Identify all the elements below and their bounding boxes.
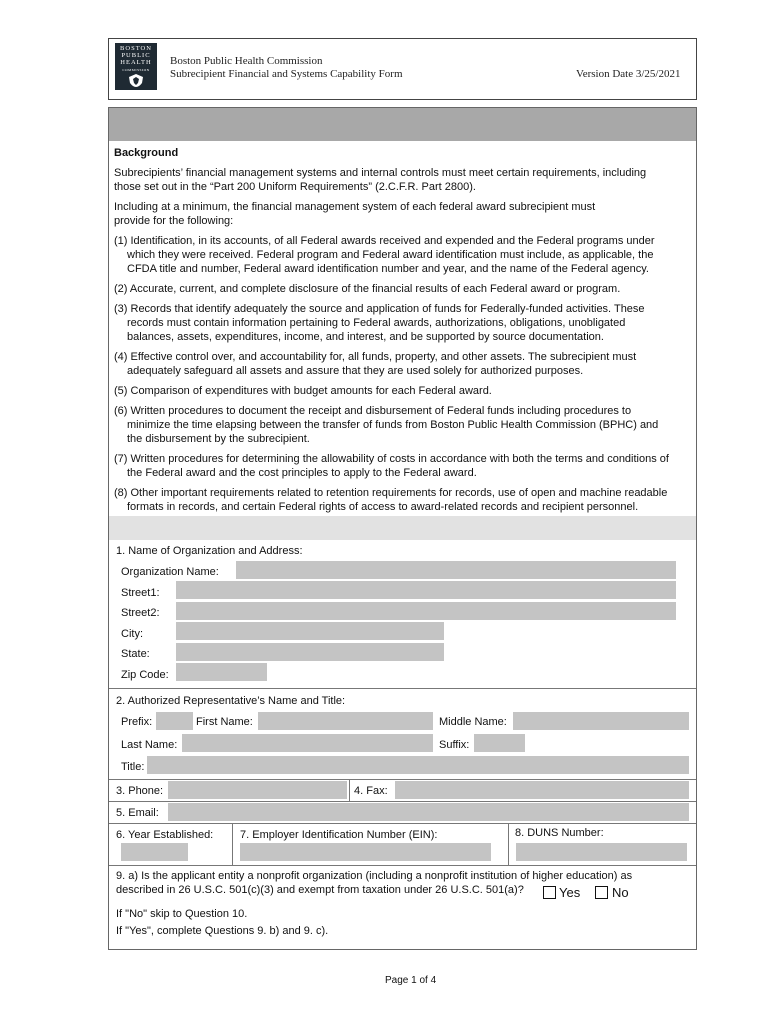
phone-input[interactable] <box>168 781 347 799</box>
requirement-item: (6) Written procedures to document the receipt and disbursement of Federal funds including procedures to minimize the time elapsing between the transfer of funds from Boston Public Health Commission (BPHC) and the disbursement by the subrecipient. <box>114 405 659 445</box>
last-name-input[interactable] <box>182 734 433 752</box>
first-name-input[interactable] <box>258 712 433 730</box>
section-divider-band <box>109 516 696 540</box>
requirement-item: (7) Written procedures for determining the allowability of costs in accordance with both the terms and conditions of the Federal award and the cost principles to apply to the Federal award. <box>114 453 669 479</box>
suffix-input[interactable] <box>474 734 525 752</box>
last-name-label: Last Name: <box>121 739 178 751</box>
org-name-label: Organization Name: <box>121 566 219 578</box>
requirement-item: (2) Accurate, current, and complete disclosure of the financial results of each Federal award or program. <box>114 283 621 295</box>
q3-label: 3. Phone: <box>116 785 164 797</box>
street2-label: Street2: <box>121 607 160 619</box>
organization-name-input[interactable] <box>236 561 676 579</box>
city-label: City: <box>121 628 143 640</box>
section-band <box>109 108 696 141</box>
form-title: Subrecipient Financial and Systems Capability Form <box>170 68 403 80</box>
divider <box>349 779 350 801</box>
requirement-item: (4) Effective control over, and accountability for, all funds, property, and other assets. The subrecipient must adequately safeguard all assets and assure that they are used solely for authorized purposes. <box>114 351 637 377</box>
q1-label: 1. Name of Organization and Address: <box>116 545 303 557</box>
zip-code-input[interactable] <box>176 663 267 681</box>
state-input[interactable] <box>176 643 444 661</box>
divider <box>109 779 696 780</box>
title-input[interactable] <box>147 756 689 774</box>
divider <box>109 688 696 689</box>
version-date: Version Date 3/25/2021 <box>576 68 681 80</box>
divider <box>508 823 509 865</box>
divider <box>109 823 696 824</box>
org-name: Boston Public Health Commission <box>170 55 323 67</box>
q5-label: 5. Email: <box>116 807 159 819</box>
ein-input[interactable] <box>240 843 491 861</box>
q4-label: 4. Fax: <box>354 785 388 797</box>
background-p1: Subrecipients’ financial management systems and internal controls must meet certain requirements, including those set out in the “Part 200 Uniform Requirements” (2.C.F.R. Part 2800). <box>114 167 647 193</box>
bphc-logo <box>115 43 157 90</box>
requirement-item: (8) Other important requirements related to retention requirements for records, use of open and machine readable formats in records, and certain Federal rights of access to award-related records and recipient personnel. <box>114 487 668 513</box>
city-input[interactable] <box>176 622 444 640</box>
q9-line2: described in 26 U.S.C. 501(c)(3) and exempt from taxation under 26 U.S.C. 501(a)? <box>116 884 524 896</box>
no-label: No <box>612 885 629 900</box>
yes-label: Yes <box>559 885 581 900</box>
title-label: Title: <box>121 761 145 773</box>
street2-input[interactable] <box>176 602 676 620</box>
q2-label: 2. Authorized Representative’s Name and Title: <box>116 695 346 707</box>
logo-line: PUBLIC <box>121 52 151 59</box>
duns-number-input[interactable] <box>516 843 687 861</box>
skip-yes-note: If "Yes", complete Questions 9. b) and 9. c). <box>116 925 329 937</box>
divider <box>109 801 696 802</box>
middle-name-input[interactable] <box>513 712 689 730</box>
email-input[interactable] <box>168 803 689 821</box>
requirement-item: (5) Comparison of expenditures with budget amounts for each Federal award. <box>114 385 492 397</box>
year-established-input[interactable] <box>121 843 188 861</box>
first-name-label: First Name: <box>196 716 253 728</box>
prefix-input[interactable] <box>156 712 193 730</box>
page-number: Page 1 of 4 <box>385 975 437 986</box>
q6-label: 6. Year Established: <box>116 829 214 841</box>
street1-input[interactable] <box>176 581 676 599</box>
middle-name-label: Middle Name: <box>439 716 507 728</box>
q8-label: 8. DUNS Number: <box>515 827 604 839</box>
q7-label: 7. Employer Identification Number (EIN): <box>240 829 438 841</box>
fax-input[interactable] <box>395 781 689 799</box>
suffix-label: Suffix: <box>439 739 470 751</box>
state-label: State: <box>121 648 150 660</box>
yes-checkbox[interactable] <box>543 886 556 899</box>
zip-label: Zip Code: <box>121 669 169 681</box>
shield-icon <box>128 73 144 88</box>
divider <box>109 865 696 866</box>
prefix-label: Prefix: <box>121 716 153 728</box>
background-p2: Including at a minimum, the financial management system of each federal award subrecipient must provide for the following: <box>114 201 596 227</box>
logo-line: BOSTON <box>120 45 152 52</box>
background-heading: Background <box>114 147 179 159</box>
skip-no-note: If "No" skip to Question 10. <box>116 908 248 920</box>
street1-label: Street1: <box>121 587 160 599</box>
requirement-item: (1) Identification, in its accounts, of all Federal awards received and expended and the Federal programs under which they were received. Federal program and Federal award identification must include, as applicable, the CFDA title and number, Federal award identification number and year, and the name of the Federal agency. <box>114 235 655 275</box>
logo-line: HEALTH <box>120 59 152 66</box>
logo-line: COMMISSION <box>122 68 150 72</box>
q9-line1: 9. a) Is the applicant entity a nonprofit organization (including a nonprofit institution of higher education) as <box>116 870 633 882</box>
no-checkbox[interactable] <box>595 886 608 899</box>
divider <box>232 823 233 865</box>
requirement-item: (3) Records that identify adequately the source and application of funds for Federally-funded activities. These records must contain information pertaining to Federal awards, authorizations, obligations, unobligated balances, assets, expenditures, income, and interest, and be supported by source documentation. <box>114 303 645 343</box>
